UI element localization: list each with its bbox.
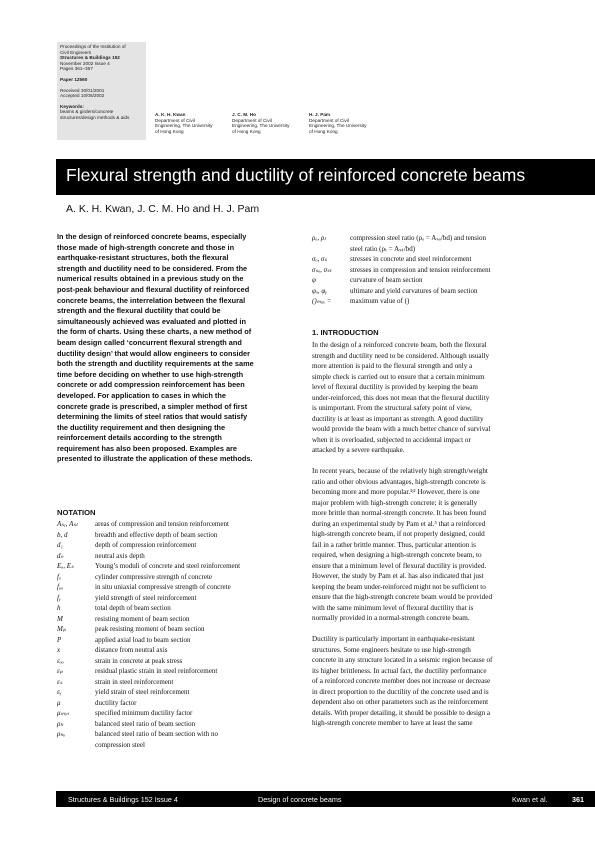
notation-list-continued (312, 233, 554, 307)
notation-definition: balanced steel ratio of beam section (95, 719, 196, 728)
notation-list (57, 519, 299, 750)
abstract-line: concrete grade is prescribed, a simpler method of first (57, 401, 248, 411)
title-bar (56, 159, 595, 195)
body-line: high-strength concrete beam, if not properly designed, could (312, 530, 485, 538)
body-paragraph (312, 466, 558, 624)
notation-symbol: ρₒ, ρₜ (312, 234, 327, 242)
body-paragraph (312, 634, 558, 729)
notation-definition: ductility factor (95, 698, 137, 707)
abstract-line: ductility design’ that would allow engineers to consider (57, 348, 251, 358)
body-line: simple check is carried out to ensure that a certain minimum (312, 372, 485, 381)
abstract-line: both the strength and ductility requirements at the same (57, 359, 254, 369)
notation-row (57, 708, 299, 719)
notation-symbol: fᵧ (57, 593, 61, 602)
notation-symbol: φ (312, 276, 316, 284)
author-affiliation-2 (232, 112, 304, 134)
affiliation-line: Department of Civil (232, 117, 272, 123)
abstract-line: strength and ductility need to be considered. From the (57, 263, 248, 273)
body-line: its higher brittleness. In actual fact, the ductility performance (312, 666, 487, 675)
page-footer (56, 791, 595, 807)
notation-row (57, 635, 299, 646)
notation-row (312, 296, 554, 307)
paper-number: Paper 12560 (60, 76, 88, 82)
keywords-line: beams & girders/concrete (60, 109, 114, 115)
abstract-line: the ductility requirement and then designing the (57, 422, 226, 432)
notation-symbol: ()ₘₐₓ = (312, 297, 332, 305)
body-line: ensure that a minimum level of flexural ductility is provided. (312, 561, 487, 570)
notation-definition: compression steel ratio (ρₒ = Aₛₒ/bd) and tension (350, 234, 486, 242)
affiliation-line: Department of Civil (309, 117, 349, 123)
notation-symbol: μₘᵢₙ (57, 709, 69, 717)
notation-definition: applied axial load to beam section (95, 635, 191, 644)
body-line: ductility is at least as important as strength. A good ductility (312, 414, 484, 423)
body-line: strength and ductility need to be considered. Although usually (312, 351, 490, 360)
abstract-line: simultaneously achieved was evaluated and plotted in (57, 316, 246, 326)
notation-symbol: x (57, 646, 61, 654)
notation-symbol: ρₕₒ (57, 730, 66, 738)
body-line: concrete in any structure located in a seismic region because of (312, 656, 493, 664)
received-date: Received 30/01/2001 (60, 87, 105, 93)
notation-symbol (57, 740, 95, 751)
abstract-line: strength and the flexural ductility that could be (57, 306, 221, 316)
body-paragraph (312, 340, 558, 456)
notation-definition: specified minimum ductility factor (95, 709, 193, 717)
body-line: becoming more and more popular.¹ʲ² However, there is one (312, 488, 480, 496)
affiliation-line: of Hong Kong (155, 128, 184, 134)
notation-symbol: εₛ (57, 677, 63, 686)
notation-symbol: σₒ, σₛ (312, 255, 328, 263)
abstract-line: determining the limits of steel ratios that would satisfy (57, 412, 248, 422)
abstract-line: concrete beams, the interrelation between the flexural (57, 295, 246, 305)
notation-row (57, 687, 299, 698)
notation-row (312, 233, 554, 244)
affiliation-line: of Hong Kong (232, 128, 261, 134)
notation-definition: resisting moment of beam section (95, 614, 190, 623)
notation-symbol (312, 244, 350, 255)
abstract-line: reinforcement details according to the strength (57, 433, 222, 443)
notation-row (57, 719, 299, 730)
notation-row (57, 530, 299, 541)
notation-definition: strain in concrete at peak stress (95, 656, 183, 665)
notation-row (57, 729, 299, 740)
notation-definition: cylinder compressive strength of concrete (95, 572, 213, 581)
notation-row (57, 624, 299, 635)
footer-authors: Kwan et al. (512, 794, 548, 804)
body-line: when it is overloaded, subjected to accidental impact or (312, 435, 471, 444)
body-line: normally provided in a normal-strength concrete beam. (312, 614, 470, 622)
notation-definition: breadth and effective depth of beam section (95, 530, 218, 539)
keywords-line: structures/design methods & aids (60, 114, 130, 120)
body-line: dependent also on other parameters such as the reinforcement (312, 698, 489, 706)
notation-row (57, 666, 299, 677)
body-line: in direct proportion to the ductility of the concrete used and is (312, 687, 489, 696)
journal-line: Proceedings of the Institution of (60, 44, 126, 49)
notation-row (57, 561, 299, 572)
notation-definition: stresses in compression and tension reinforcement (350, 265, 491, 274)
abstract-line: beam design called ‘concurrent flexural strength and (57, 337, 242, 347)
notation-definition: areas of compression and tension reinforcement (95, 520, 229, 528)
notation-row (57, 603, 299, 614)
body-line: Ductility is particularly important in earthquake-resistant (312, 635, 475, 643)
notation-definition: yield strength of steel reinforcement (95, 593, 197, 602)
notation-definition: steel ratio (ρₜ = Aₛₜ/bd) (350, 244, 416, 253)
notation-symbol: h (57, 604, 61, 612)
abstract-line: In the design of reinforced concrete beams, especially (57, 232, 247, 241)
notation-row (57, 656, 299, 667)
abstract (57, 232, 299, 465)
abstract-line: those made of high-strength concrete and those in (57, 242, 235, 252)
notation-symbol: εₒₒ (57, 656, 64, 665)
accepted-date: Accepted 10/06/2002 (60, 93, 105, 99)
notation-row (57, 645, 299, 656)
journal-line: Civil Engineers (60, 49, 92, 55)
notation-row (57, 519, 299, 530)
notation-symbol: ρₕ (57, 719, 64, 728)
notation-symbol: fₒ (57, 572, 61, 581)
body-line: more brittle than normal-strength concrete. It has been found (312, 509, 486, 517)
abstract-line: requirement has also been proposed. Examples are (57, 443, 237, 453)
introduction-heading: 1. INTRODUCTION (312, 328, 379, 337)
footer-section: Design of concrete beams (258, 794, 342, 804)
body-line: attacked by a severe earthquake. (312, 446, 405, 454)
body-line: would provide the beam with a much better chance of survival (312, 425, 491, 433)
body-line: details. With proper detailing, it should be possible to design a (312, 708, 491, 717)
body-line: major problem with high-strength concrete; it is generally (312, 498, 478, 507)
notation-definition: curvature of beam section (350, 276, 423, 284)
journal-pages: Pages 361–367 (60, 66, 93, 72)
notation-symbol: φᵤ, φᵧ (312, 286, 327, 295)
paper-authors: A. K. H. Kwan, J. C. M. Ho and H. J. Pam (66, 203, 260, 215)
author-name: A. K. H. Kwan (155, 112, 186, 117)
notation-definition: peak resisting moment of beam section (95, 625, 205, 633)
notation-row (57, 677, 299, 688)
abstract-line: concrete or add compression reinforcement has been (57, 380, 245, 390)
page-number: 361 (572, 794, 584, 804)
notation-definition: total depth of beam section (95, 604, 171, 612)
notation-symbol: Eₒ, Eₛ (57, 562, 74, 570)
notation-row (57, 572, 299, 583)
body-line: required, when designing a high-strength concrete beam, to (312, 551, 482, 559)
body-line: structures. Some engineers hesitate to use high-strength (312, 645, 471, 654)
notation-symbol: M (57, 614, 63, 623)
notation-heading: NOTATION (57, 508, 96, 517)
body-line: more attention is paid to the flexural strength and only a (312, 362, 473, 370)
notation-symbol: Aₛₑ, Aₛₜ (57, 520, 79, 528)
abstract-line: post-peak behaviour and flexural ductility of reinforced (57, 284, 250, 294)
notation-definition: balanced steel ratio of beam section with no (95, 730, 219, 738)
body-line: during an experimental study by Pam et al.³ that a reinforced (312, 519, 486, 528)
body-line: In recent years, because of the relatively high strength/weight (312, 467, 488, 475)
body-line: ensure that the high-strength concrete beam would be provided (312, 593, 493, 601)
body-line: of a reinforced concrete member does not increase or decrease (312, 677, 491, 685)
notation-row (312, 254, 554, 265)
body-line: ratio and other obvious advantages, high-strength concrete is (312, 477, 486, 486)
notation-definition: stresses in concrete and steel reinforcement (350, 255, 472, 263)
abstract-line: time before deciding on whether to use high-strength (57, 369, 244, 379)
notation-row (57, 551, 299, 562)
notation-symbol: εₚ (57, 667, 63, 675)
abstract-line: numerical results obtained in a previous study on the (57, 274, 244, 284)
body-line: level of flexural ductility is provided by keeping the beam (312, 383, 478, 391)
notation-symbol: P (57, 635, 62, 644)
abstract-line: the form of charts. Using these charts, a new method of (57, 327, 252, 337)
body-line: under-reinforced, this does not mean that the flexural ductility (312, 393, 490, 402)
author-name: J. C. M. Ho (232, 112, 256, 117)
journal-name: Structures & Buildings 152 (60, 55, 120, 61)
notation-symbol: fₒₒ (57, 583, 63, 591)
notation-definition: distance from neutral axis (95, 646, 168, 654)
notation-row (312, 286, 554, 297)
affiliation-line: of Hong Kong (309, 128, 338, 134)
notation-row (57, 740, 299, 751)
notation-row (57, 593, 299, 604)
notation-row (312, 275, 554, 286)
paper-title: Flexural strength and ductility of reinforced concrete beams (66, 165, 526, 185)
notation-definition: Young’s moduli of concrete and steel reinforcement (95, 562, 241, 570)
body-line: with the same minimum level of flexural ductility that is (312, 603, 474, 612)
notation-definition: compression steel (95, 740, 145, 749)
notation-symbol: εᵧ (57, 688, 62, 696)
keywords-label: Keywords: (60, 103, 84, 109)
body-line: high-strength concrete member to have at least the same (312, 719, 473, 727)
author-name: H. J. Pam (309, 112, 331, 117)
notation-row (57, 540, 299, 551)
notation-definition: yield strain of steel reinforcement (95, 688, 190, 696)
notation-definition: in situ uniaxial compressive strength of concrete (95, 583, 231, 591)
notation-definition: depth of compression reinforcement (95, 541, 197, 549)
notation-row (57, 698, 299, 709)
author-affiliation-1 (155, 112, 227, 134)
body-line: is unimportant. From the structural safety point of view, (312, 404, 472, 412)
body-line: keeping the beam under-reinforced might not be sufficient to (312, 582, 486, 591)
notation-definition: neutral axis depth (95, 551, 145, 560)
notation-definition: maximum value of () (350, 297, 410, 305)
body-line: However, the study by Pam et al. has also indicated that just (312, 572, 484, 580)
abstract-line: presented to illustrate the application of these methods. (57, 454, 253, 464)
notation-definition: ultimate and yield curvatures of beam section (350, 286, 478, 295)
notation-symbol: μ (57, 698, 61, 707)
footer-journal: Structures & Buildings 152 Issue 4 (68, 794, 178, 804)
journal-info-box (57, 42, 146, 140)
notation-row (57, 582, 299, 593)
affiliation-line: Engineering, The University (155, 123, 213, 129)
affiliation-line: Department of Civil (155, 117, 195, 123)
notation-row (312, 244, 554, 255)
body-line: In the design of a reinforced concrete beam, both the flexural (312, 341, 487, 349)
notation-row (57, 614, 299, 625)
abstract-line: developed. For application to cases in which the (57, 390, 226, 400)
abstract-line: earthquake-resistant structures, both the flexural (57, 253, 229, 263)
notation-symbol: b, d (57, 530, 68, 539)
notation-row (312, 265, 554, 276)
body-line: fail in a rather brittle manner. Thus, particular attention is (312, 540, 476, 549)
journal-issue: November 2002 Issue 4 (60, 60, 110, 66)
notation-symbol: dₙ (57, 551, 64, 560)
notation-symbol: d₁ (57, 541, 63, 549)
notation-definition: residual plastic strain in steel reinforcement (95, 667, 218, 675)
notation-symbol: σₛₒ, σₛₜ (312, 265, 332, 274)
affiliation-line: Engineering, The University (309, 123, 367, 129)
author-affiliation-3 (309, 112, 381, 134)
notation-definition: strain in steel reinforcement (95, 677, 174, 686)
introduction-body (312, 340, 558, 729)
affiliation-line: Engineering, The University (232, 123, 290, 129)
notation-symbol: Mₚ (57, 625, 66, 633)
